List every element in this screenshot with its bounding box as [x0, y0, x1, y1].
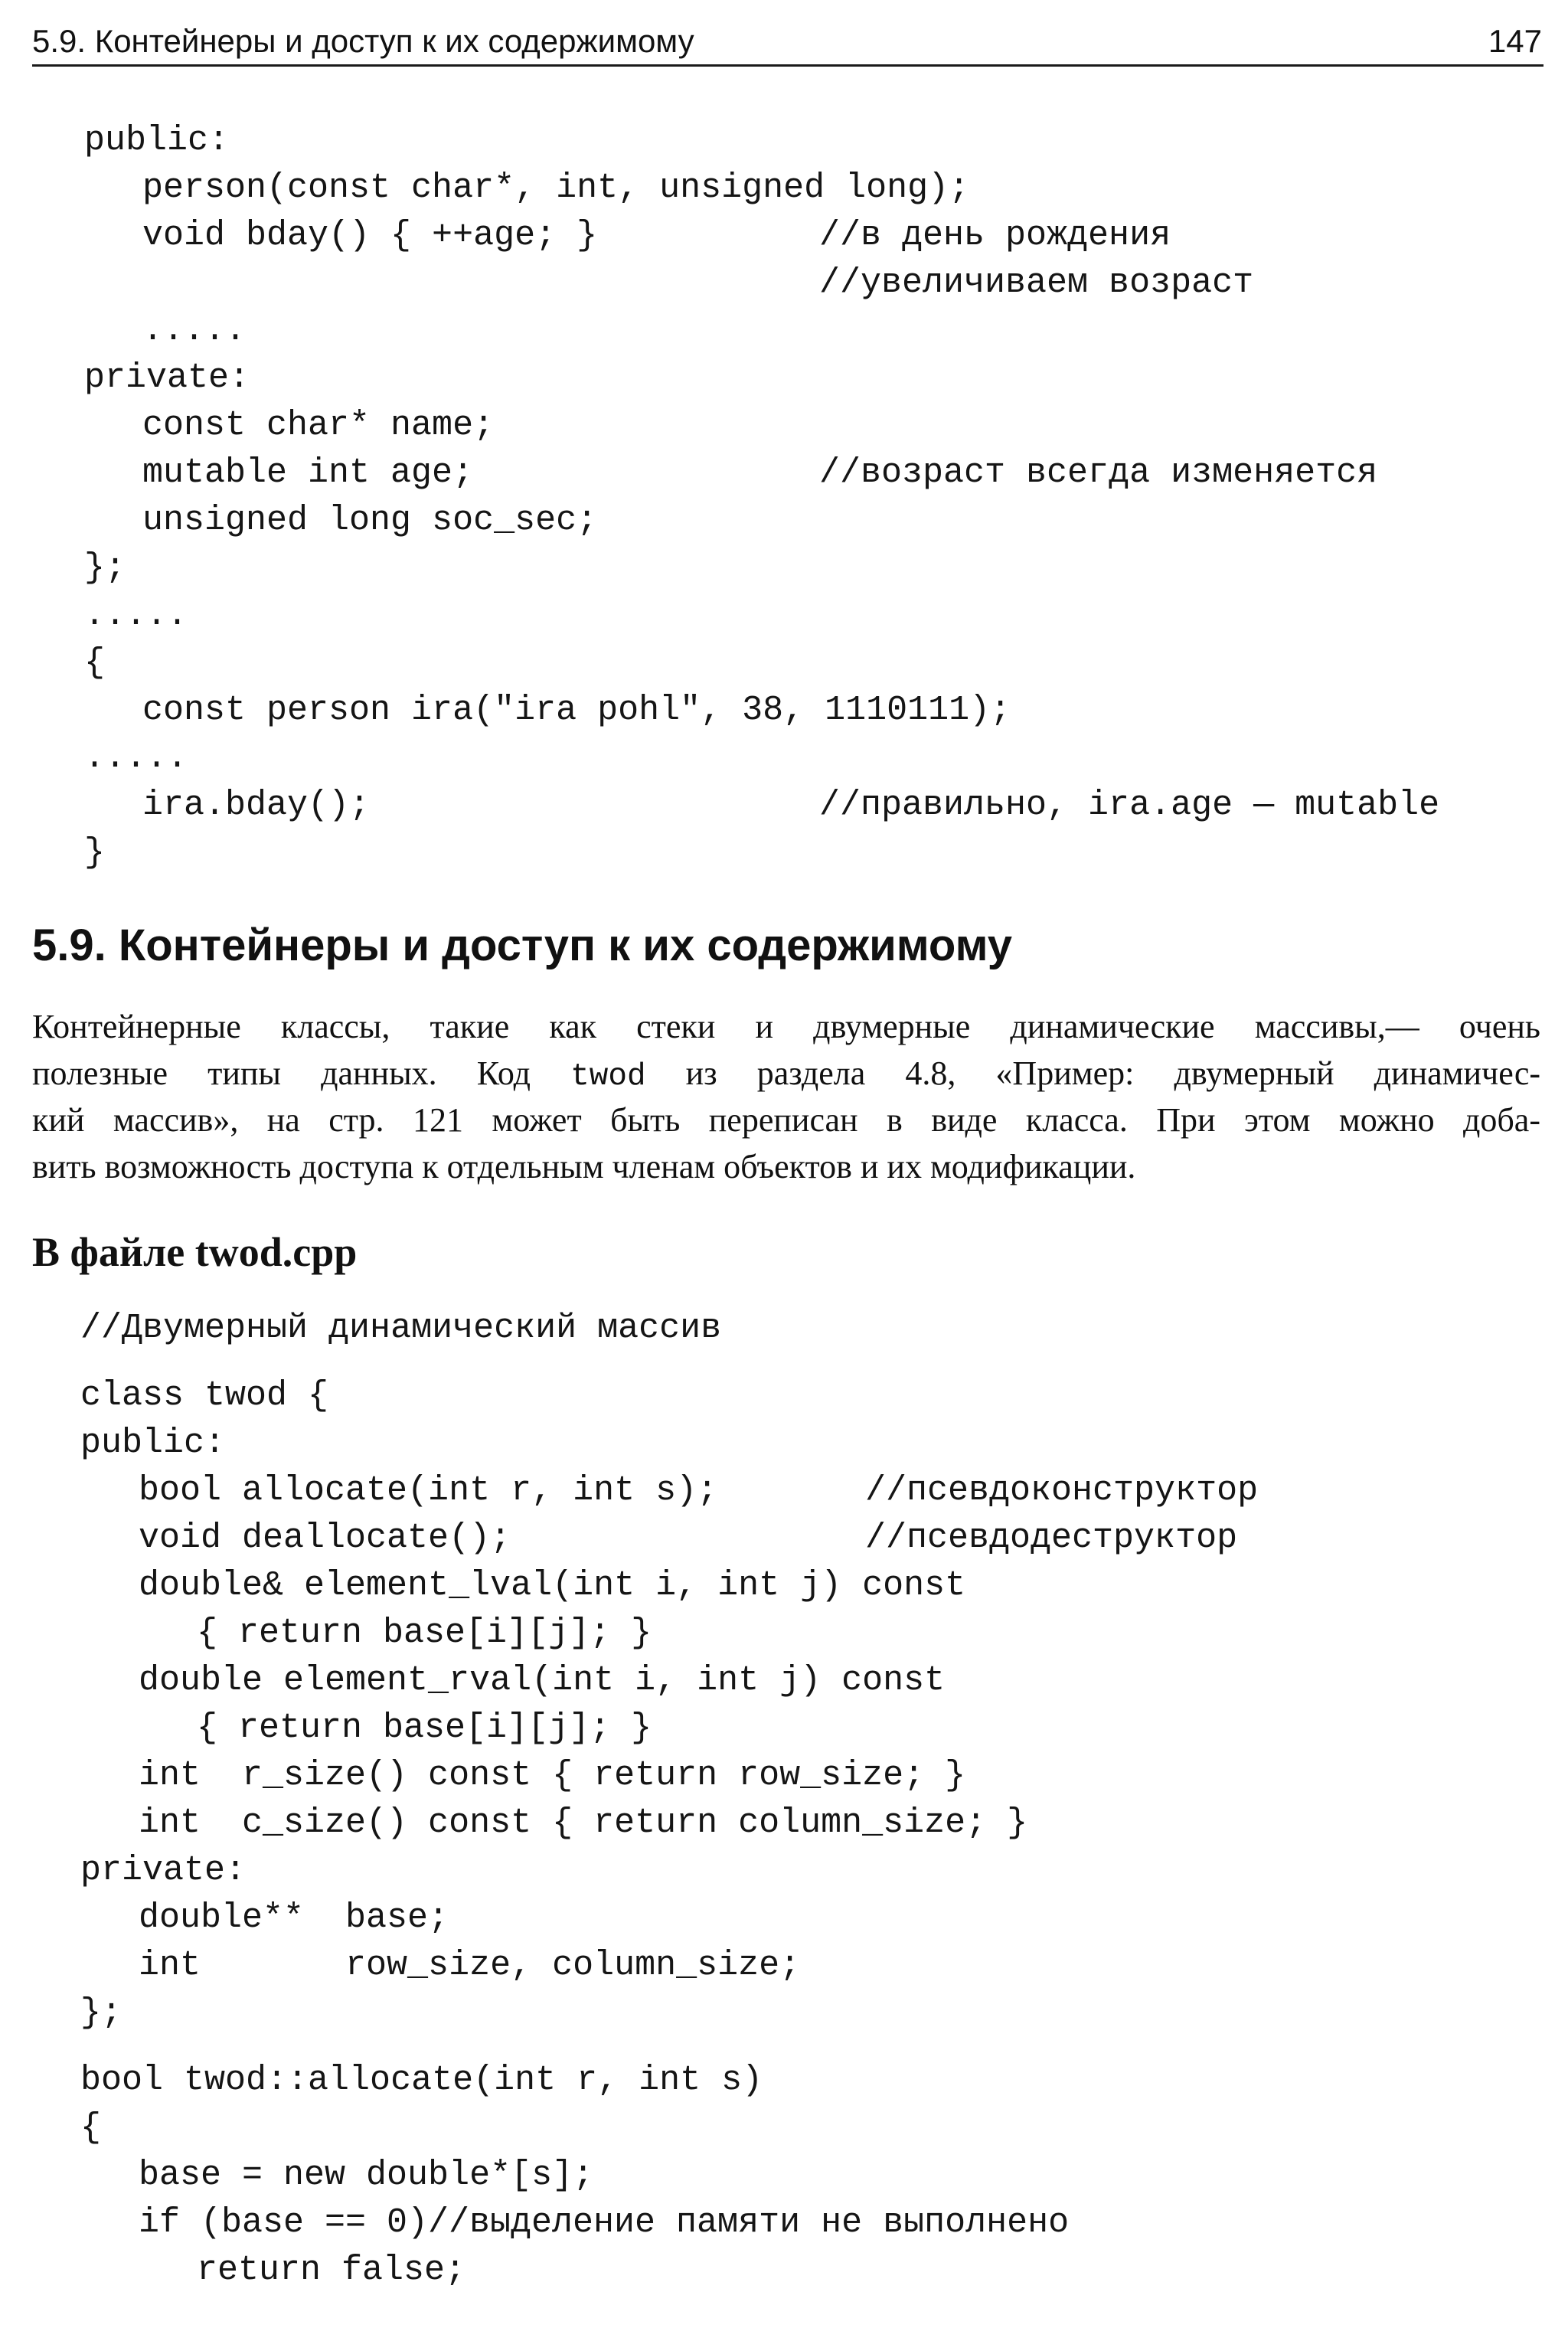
- section-heading: 5.9. Контейнеры и доступ к их содержимому: [32, 920, 1012, 970]
- code-text: };: [84, 548, 126, 587]
- code-text: unsigned long soc_sec;: [142, 501, 598, 540]
- code-text: double** base;: [139, 1898, 449, 1937]
- paragraph-text: из раздела 4.8, «Пример: двумерный динамичес-: [645, 1054, 1540, 1092]
- code-text: bool twod::allocate(int r, int s): [80, 2061, 763, 2100]
- page-number: 147: [1488, 23, 1542, 59]
- code-text: int r_size() const { return row_size; }: [139, 1756, 966, 1795]
- code-text: }: [84, 833, 106, 872]
- code-text: public:: [84, 121, 230, 160]
- paragraph-line: Контейнерные классы, такие как стеки и двумерные динамические массивы,— очень: [32, 1008, 1540, 1045]
- code-text: const person ira("ira pohl", 38, 1110111);: [142, 691, 1011, 730]
- code-text: public:: [80, 1424, 226, 1463]
- code-text: void bday() { ++age; }: [142, 216, 598, 255]
- code-comment: //возраст всегда изменяется: [819, 453, 1378, 492]
- code-comment: //правильно, ira.age — mutable: [819, 786, 1440, 825]
- code-comment: //выделение памяти не выполнено: [428, 2203, 1070, 2242]
- code-text: bool allocate(int r, int s);: [139, 1471, 718, 1510]
- code-text: private:: [80, 1851, 247, 1890]
- section-paragraph: [32, 1003, 1540, 1190]
- code-text: ira.bday();: [142, 786, 371, 825]
- code-text: .....: [84, 596, 188, 635]
- file-heading: В файле twod.cpp: [32, 1229, 358, 1275]
- code-comment: //псевдодеструктор: [865, 1519, 1238, 1558]
- header-title: 5.9. Контейнеры и доступ к их содержимому: [32, 23, 694, 59]
- code-text: const char* name;: [142, 406, 495, 445]
- code-comment: //увеличиваем возраст: [819, 263, 1254, 302]
- paragraph-text: полезные типы данных. Код: [32, 1054, 571, 1092]
- code-text: {: [84, 643, 106, 682]
- code-text: private:: [84, 358, 250, 397]
- code-text: if (base == 0): [139, 2203, 429, 2242]
- code-text: return false;: [197, 2251, 466, 2290]
- running-header: [32, 18, 1544, 67]
- code-text: .....: [84, 738, 188, 777]
- code-text: int row_size, column_size;: [139, 1946, 801, 1985]
- paragraph-line: кий массив», на стр. 121 может быть переписан в виде класса. При этом можно доба-: [32, 1101, 1540, 1139]
- code-text: int c_size() const { return column_size; }: [139, 1803, 1028, 1842]
- code-text: .....: [142, 311, 247, 350]
- code-comment: //псевдоконструктор: [865, 1471, 1259, 1510]
- code-text: class twod {: [80, 1376, 329, 1415]
- code-text: person(const char*, int, unsigned long);: [142, 168, 970, 208]
- code-text: { return base[i][j]; }: [197, 1708, 652, 1748]
- code-text: //Двумерный динамический массив: [80, 1309, 722, 1348]
- inline-code-twod: twod: [570, 1059, 646, 1094]
- code-text: double element_rval(int i, int j) const: [139, 1661, 946, 1700]
- code-text: void deallocate();: [139, 1519, 511, 1558]
- code-comment: //в день рождения: [819, 216, 1171, 255]
- code-text: base = new double*[s];: [139, 2156, 594, 2195]
- code-text: {: [80, 2108, 102, 2147]
- code-text: mutable int age;: [142, 453, 474, 492]
- code-text: double& element_lval(int i, int j) const: [139, 1566, 966, 1605]
- paragraph-line: [32, 1050, 1540, 1097]
- code-text: { return base[i][j]; }: [197, 1614, 652, 1653]
- paragraph-line: вить возможность доступа к отдельным членам объектов и их модификации.: [32, 1148, 1136, 1185]
- code-text: };: [80, 1993, 122, 2032]
